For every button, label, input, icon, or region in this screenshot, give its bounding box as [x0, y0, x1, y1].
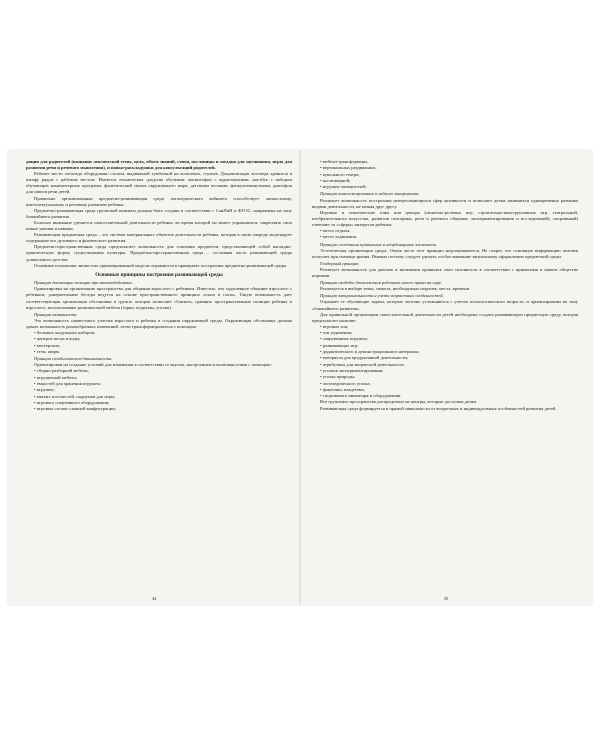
paragraph: Эстетическая организация среды. Очень часто этот принцип недооценивается. Не секрет, что основную информацию человек получает при помощи зрения. Именно поэтому следует уделять особое внимание визуальному оформлению предметной среды.	[312, 247, 578, 259]
paragraph: Предметно-пространственная среда предполагает возможность для освоения предметов, представляющей собой наглядно-практическую форму существования культуры. Предметно-пространственная среда – составная часть развивающей среды дошкольного детства.	[26, 244, 292, 262]
list-item: • уголков экспериментирования;	[320, 368, 578, 374]
paragraph: Игровые и тематические зоны или центры (сюжетно-ролевых игр, строительно-конструктивных игр, театральной, изобразительного искусства, развития сенсорики, речи и речевого общения, экспериментирования и исследований), спортивный) отвечают за «сферы» интересов ребенка:	[312, 209, 578, 227]
list-item: • игрушек;	[34, 387, 292, 393]
principle-title: Принцип эмоциональности и учета возрастных особенностей.	[320, 293, 444, 299]
list-item: • емкостей для хранения игрушек;	[34, 381, 292, 387]
left-page	[8, 150, 300, 605]
list-item: • спортивного инвентаря и оборудования.	[320, 393, 578, 399]
paragraph: Для правильной организации самостоятельной деятельности детей необходимо создать развивающую предметную среду, которая предполагает наличие:	[312, 311, 578, 323]
bullet-list	[312, 324, 578, 400]
right-page	[300, 150, 592, 605]
paragraph: Большое внимание уделяется самостоятельной деятельности ребенка, во время которой он может упражняться, закреплять свои новые умения и навыки.	[26, 219, 292, 232]
principle-title: Принцип стабильности-динамичности.	[34, 356, 113, 362]
principle-title: Принцип активности.	[34, 311, 78, 317]
paragraph: Развивающая среда формируется в прямой зависимости от возрастных и индивидуальных особенностей развития детей.	[320, 405, 557, 411]
paragraph: Ориентирован на создание условий для изменения в соответствии со вкусом, настроением и возможностями с помощью:	[34, 362, 272, 368]
list-item: • уголка природы;	[320, 374, 578, 380]
paragraph: Отражает те обучающие задачи, которые логично усложняются с учетом психологического возраста, и ориентированы на зону «ближайшего развития».	[312, 299, 578, 311]
principle-title: Принцип комплексирования и гибкого зонирования.	[320, 191, 420, 197]
list-item: • больших модульных наборов;	[34, 330, 292, 336]
list-item: • мягких плоскостей, подиумов для игры;	[34, 394, 292, 400]
list-item: • логопедического уголка;	[320, 381, 578, 387]
page-number: 35	[443, 596, 449, 601]
list-item: • развивающих игр;	[320, 343, 578, 349]
list-item: • кукольного театра;	[320, 172, 578, 178]
paragraph: Ориентировка на организацию пространства для общения взрослого с ребенком. Известно, что задушевное общение взрослого с ребенком, доверительные беседы ведутся на основе пространственного принципа «глаза в глаза». Такую возможность дает соответствующая организация обстановки в группе, которая позволяет сблизить, сравнять пространственные позиции ребенка и взрослого, использование разновысокой мебели (горки, подиумы, уголки).	[26, 286, 292, 310]
list-item: • дидактического и демонстрационного материала;	[320, 349, 578, 355]
list-item: • современных игрушек;	[320, 336, 578, 342]
bullet-list	[312, 228, 578, 241]
paragraph: Реализует возможность для девочек и мальчиков проявлять свои склонности в соответствии с принятыми в нашем обществе нормами.	[312, 267, 578, 279]
list-item: • костюмерной;	[320, 178, 578, 184]
paragraph: Это возможность совместного участия взрослого и ребенка в создании окружающей среды. Окружающая обстановка должна давать возможность разнообразных изменений, легко трансформироваться с помощью:	[26, 317, 292, 329]
page-number: 34	[151, 596, 157, 601]
list-item: • мебели-трансформеры,	[320, 159, 578, 165]
list-item: • вертикальных раздвижных;	[320, 165, 578, 171]
list-item: • игрушечной мебели;	[34, 375, 292, 381]
paragraph: Все групповое пространство распределено на центры, которые доступны детям.	[320, 399, 478, 405]
list-item: • игровых столов сложной конфигурации;	[34, 406, 292, 412]
principle-title: Гендерный принцип.	[320, 260, 360, 266]
book-spread	[8, 150, 592, 605]
paragraph: Основные положения личностно ориентированной модели отражаются в принципах построения предметно-развивающей среды.	[34, 262, 288, 268]
list-item: • атрибутики для творческой деятельности;	[320, 362, 578, 368]
bullet-list	[26, 330, 292, 355]
principle-title: Принцип дистанции позиции при взаимодействии.	[34, 280, 133, 286]
list-item: • зон уединения;	[320, 330, 578, 336]
paragraph: Предметно-развивающая среда групповой комнаты должна быть создана в соответствии с СанПиН и ФГОС, направлена на зону ближайшего развития.	[26, 207, 292, 219]
list-item: • центров песка и воды;	[34, 336, 292, 342]
list-item: • место уединения.	[320, 234, 578, 240]
paragraph: Развивающая предметная среда – это система материальных объектов деятельности ребенка, которая в свою очередь моделирует содержание его духовного и физического развития.	[26, 232, 292, 244]
paragraph: Правильно организованная предметно-развивающая среда логопедического кабинета способствует личностному, интеллектуальному и речевому развитию ребенка.	[26, 195, 292, 207]
bullet-list	[26, 368, 292, 412]
principle-title: Принцип свободы достижения ребенком своего права на игру.	[320, 280, 442, 286]
principle-title: Принцип сочетания привычных и неординарных элементов.	[320, 241, 438, 247]
list-item: • мастерских;	[34, 343, 292, 349]
list-item: • сборно-разборной мебели;	[34, 368, 292, 374]
list-item: • материала для продуктивной деятельности;	[320, 355, 578, 361]
list-item: • игровых зон;	[320, 324, 578, 330]
list-item: • фонетики, владетеки;	[320, 387, 578, 393]
paragraph: Реализуется в выборе темы, сюжета, необходимых игрушек, места, времени.	[320, 286, 471, 292]
paragraph: Реализует возможность построения непересекающихся сфер активности и позволяет детям заниматься одновременно разными видами деятельности, не мешая друг другу.	[312, 197, 578, 209]
list-item: • игрового спортивного оборудования;	[34, 400, 292, 406]
list-item: • игрушек-заменителей.	[320, 184, 578, 190]
section-heading: Основные принципы построения развивающей среды	[95, 271, 223, 278]
list-item: • стен, ширм.	[34, 349, 292, 355]
list-item: • место отдыха;	[320, 228, 578, 234]
paragraph: диции для родителей (название лексической темы, цель, объем знаний, стихи, пословицы и загадки для заучивания, игры для развития речи и речевого мышления), и папки-раскладушки для консультаций родителей.	[26, 159, 292, 171]
paragraph: Рабочее место логопеда оборудовано столом, выдвижной тумбочкой на колесиках, стульев. Документация логопеда хранится в шкафу рядом с рабочим местом. Имеются технические средства обучения: магнитофон с аудиозаписями, ноутбук с набором обучающих компьютерных программ, фонетический звуков окружающего мира, детскими песнями, физкультминутками, диктофон для записи речи детей.	[26, 171, 292, 195]
bullet-list	[312, 159, 578, 190]
